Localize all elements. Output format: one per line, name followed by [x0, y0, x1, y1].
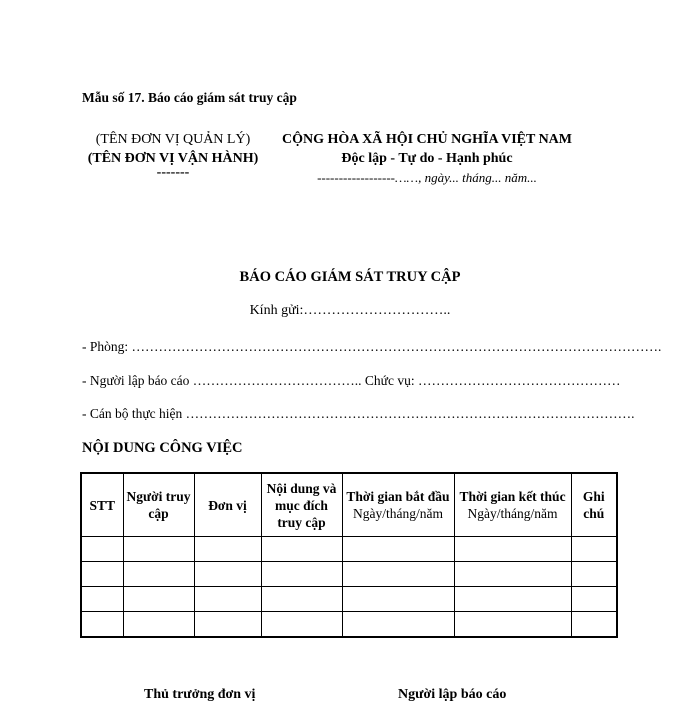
- table-cell: [342, 562, 454, 587]
- table-cell: [81, 587, 123, 612]
- header-start-format: Ngày/tháng/năm: [353, 506, 443, 521]
- date-line: ------------------……, ngày... tháng... năm...: [317, 170, 537, 185]
- table-cell: [454, 562, 571, 587]
- header-end-label: Thời gian kết thúc: [459, 489, 566, 504]
- table-cell: [342, 612, 454, 638]
- table-cell: [194, 587, 261, 612]
- country-name: CỘNG HÒA XÃ HỘI CHỦ NGHĨA VIỆT NAM: [281, 132, 572, 147]
- signature-reporter: Người lập báo cáo: [398, 687, 507, 702]
- national-header: [262, 130, 592, 187]
- form-title: Mẫu số 17. Báo cáo giám sát truy cập: [82, 90, 297, 105]
- table-cell: [571, 612, 617, 638]
- table-cell: [342, 537, 454, 562]
- access-log-table: [80, 472, 618, 638]
- header-note: Ghi chú: [571, 473, 617, 537]
- header-unit: Đơn vị: [194, 473, 261, 537]
- header-start-time: [342, 473, 454, 537]
- header-stt: STT: [81, 473, 123, 537]
- table-cell: [571, 537, 617, 562]
- section-heading: NỘI DUNG CÔNG VIỆC: [82, 440, 243, 456]
- table-cell: [194, 562, 261, 587]
- table-row: [81, 612, 617, 638]
- table-cell: [261, 537, 342, 562]
- table-header-row: [81, 473, 617, 537]
- header-content: Nội dung và mục đích truy cập: [261, 473, 342, 537]
- document-title: BÁO CÁO GIÁM SÁT TRUY CẬP: [239, 269, 461, 285]
- org-header: [84, 130, 262, 178]
- operator-unit-name: (TÊN ĐƠN VỊ VẬN HÀNH): [87, 151, 259, 166]
- table-cell: [571, 562, 617, 587]
- header-start-label: Thời gian bắt đầu: [346, 489, 450, 504]
- officer-field: - Cán bộ thực hiện ……………………………………………………………………………………….: [82, 406, 635, 421]
- table-cell: [194, 612, 261, 638]
- header-end-format: Ngày/tháng/năm: [467, 506, 558, 521]
- table-cell: [123, 587, 194, 612]
- table-cell: [342, 587, 454, 612]
- national-motto: Độc lập - Tự do - Hạnh phúc: [341, 151, 513, 166]
- table-cell: [123, 537, 194, 562]
- signature-head-of-unit: Thủ trưởng đơn vị: [144, 687, 256, 702]
- org-divider: -------: [156, 165, 190, 180]
- table-cell: [81, 562, 123, 587]
- table-cell: [81, 537, 123, 562]
- table-cell: [454, 537, 571, 562]
- table-row: [81, 537, 617, 562]
- manager-unit-name: (TÊN ĐƠN VỊ QUẢN LÝ): [95, 132, 251, 147]
- table-cell: [571, 587, 617, 612]
- header-user: Người truy cập: [123, 473, 194, 537]
- table-cell: [123, 562, 194, 587]
- reporter-field: - Người lập báo cáo ……………………………….. Chức vụ: ………………………………………: [82, 373, 621, 388]
- table-cell: [261, 587, 342, 612]
- room-field: - Phòng: ……………………………………………………………………………………………………….: [82, 339, 662, 354]
- table-cell: [81, 612, 123, 638]
- table-cell: [454, 612, 571, 638]
- header-end-time: [454, 473, 571, 537]
- table-cell: [261, 612, 342, 638]
- table-cell: [123, 612, 194, 638]
- table-cell: [194, 537, 261, 562]
- recipient-line: Kính gửi:…………………………..: [249, 303, 451, 318]
- table-row: [81, 587, 617, 612]
- table-row: [81, 562, 617, 587]
- table-cell: [454, 587, 571, 612]
- table-cell: [261, 562, 342, 587]
